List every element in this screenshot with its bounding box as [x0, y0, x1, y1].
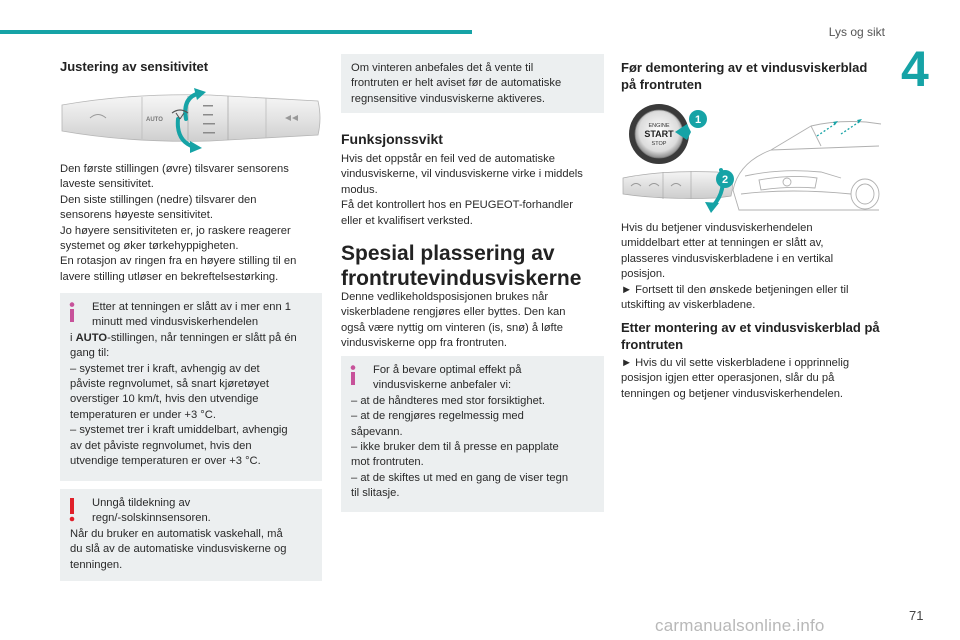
fault-heading: Funksjonssvikt: [341, 131, 443, 147]
wiper-care-info-box: For å bevare optimal effekt på vindusviskerne anbefaler vi: – at de håndteres med stor forsiktighet. – at de rengjøres regelmessig med såpevann. – ikke bruker dem til å presse en papplate mot frontruten. – at de skiftes ut med en gang de viser tegn til slitasje.: [341, 356, 604, 512]
svg-text:STOP: STOP: [651, 141, 667, 147]
section-title: Lys og sikt: [828, 25, 885, 39]
info-icon: [69, 302, 75, 322]
watermark: carmanualsonline.info: [655, 616, 825, 635]
before-removal-heading: Før demontering av et vindusviskerblad på frontruten: [621, 60, 868, 92]
info-icon: [350, 365, 356, 385]
special-position-heading: Spesial plassering av frontrutevindusviskerne: [341, 242, 582, 290]
svg-text:1: 1: [694, 114, 702, 126]
car-front-illustration: [733, 122, 881, 211]
after-fitting-heading: Etter montering av et vindusviskerblad på frontruten: [621, 320, 880, 352]
svg-text:START: START: [644, 129, 674, 139]
before-removal-text: Hvis du betjener vindusviskerhendelen umiddelbart etter at tenningen er slått av, plasseres vindusviskerbladene i en vertikal posisjon. ► Fortsett til den ønskede betjeningen eller til utskifting av viskerbladene.: [621, 222, 849, 312]
auto-restart-info-box: Etter at tenningen er slått av i mer enn 1 minutt med vindusviskerhendelen i AUTO-stillingen, når tenningen er slått på én gang til: – systemet trer i kraft, avhengig av det påviste regnvolumet, så snart kjøretøyet overstiger 10 km/t, hvis den utvendige temperaturen er under +3 °C. – systemet trer i kraft umiddelbart, avhengig av det påviste regnvolumet, hvis den utvendige temperaturen er over +3 °C.: [60, 293, 322, 481]
after-fitting-text: ► Hvis du vil sette viskerbladene i opprinnelig posisjon igjen etter operasjonen, slår du på tenningen og betjener vindusviskerhendelen.: [621, 357, 850, 400]
sensitivity-text: Den første stillingen (øvre) tilsvarer sensorens laveste sensitivitet. Den siste stillingen (nedre) tilsvarer den sensorens høyeste sensitivitet. Jo høyere sensitiviteten er, jo raskere reagerer systemet og øker tørkehyppigheten. En rotasjon av ringen fra en høyere stilling til en lavere stilling utløser en bekreftelsestørking.: [60, 163, 297, 283]
engine-start-stalk-car-illustration: [621, 102, 883, 214]
header-accent-bar: [0, 30, 472, 34]
chapter-number: 4: [901, 41, 929, 97]
fault-text: Hvis det oppstår en feil ved de automatiske vindusviskerne, vil vindusviskerne virke i middels modus. Få det kontrollert hos en PEUGEOT-forhandler eller et kvalifisert verksted.: [341, 153, 583, 227]
wiper-stalk-illustration: [60, 83, 322, 153]
svg-text:2: 2: [721, 174, 729, 186]
page-number: 71: [909, 608, 924, 623]
winter-advice-box: Om vinteren anbefales det å vente til frontruten er helt aviset før de automatiske regnsensitive vindusviskerne aktiveres.: [341, 54, 604, 113]
warning-icon: [69, 498, 75, 522]
sensor-warning-box: Unngå tildekning av regn/-solskinnsensoren. Når du bruker en automatisk vaskehall, må du slå av de automatiske vindusviskerne og tenningen.: [60, 489, 322, 581]
svg-text:ENGINE: ENGINE: [648, 123, 670, 129]
stalk-auto-label: AUTO: [146, 117, 163, 123]
special-position-text: Denne vedlikeholdsposisjonen brukes når viskerbladene rengjøres eller byttes. Den kan også være nyttig om vinteren (is, snø) å løfte vindusviskerne opp fra frontruten.: [341, 291, 566, 350]
sensitivity-heading: Justering av sensitivitet: [60, 59, 209, 74]
